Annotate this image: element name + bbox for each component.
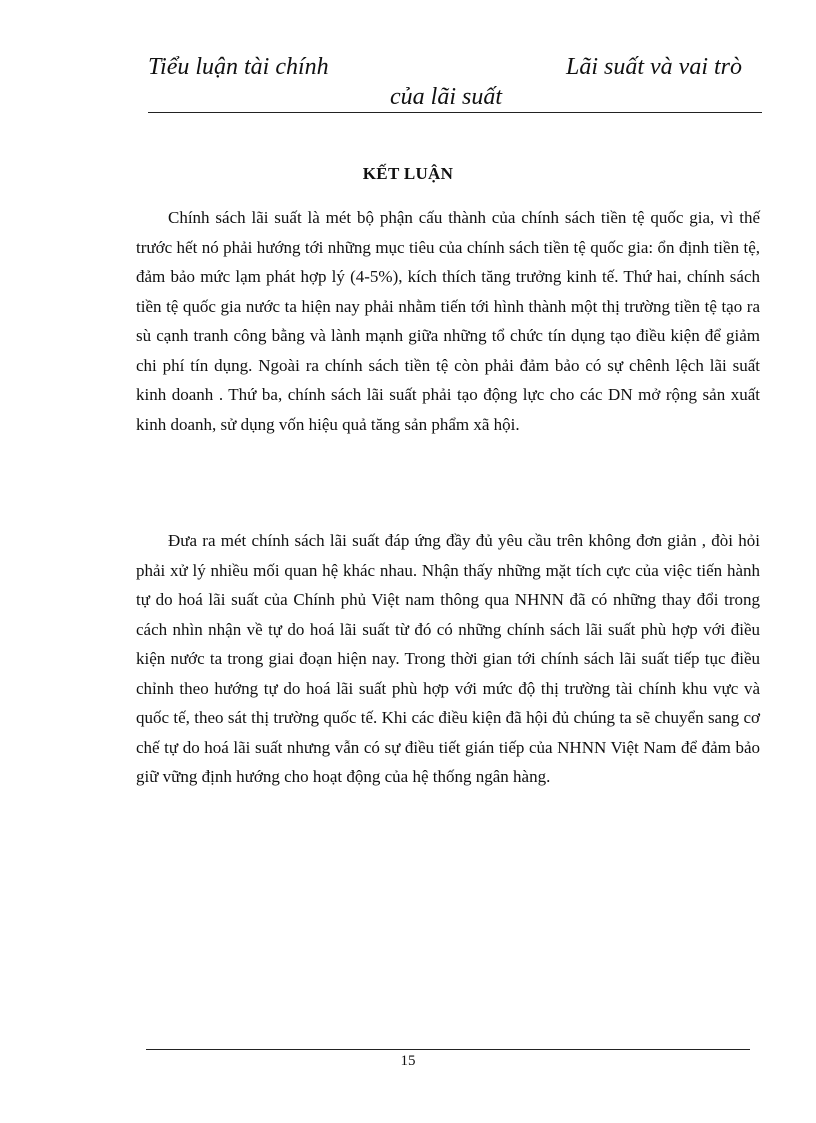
page-header <box>148 52 762 113</box>
header-document-type: Tiểu luận tài chính <box>148 54 329 80</box>
paragraph-1: Chính sách lãi suất là mét bộ phận cấu thành của chính sách tiền tệ quốc gia, vì thế trước hết nó phải hướng tới những mục tiêu của chính sách tiền tệ quốc gia: ổn định tiền tệ, đảm bảo mức lạm phát hợp lý (4-5%), kích thích tăng trưởng kinh tế. Thứ hai, chính sách tiền tệ quốc gia nước ta hiện nay phải nhằm tiến tới hình thành một thị trường tiền tệ tạo ra sù cạnh tranh công bằng và lành mạnh giữa những tổ chức tín dụng tạo điều kiện để giảm chi phí tín dụng. Ngoài ra chính sách tiền tệ còn phải đảm bảo có sự chênh lệch lãi suất kinh doanh . Thứ ba, chính sách lãi suất phải tạo động lực cho các DN mở rộng sản xuất kinh doanh, sử dụng vốn hiệu quả tăng sản phẩm xã hội. <box>136 208 760 434</box>
header-topic: Lãi suất và vai trò <box>565 54 742 80</box>
paragraph-2: Đưa ra mét chính sách lãi suất đáp ứng đầy đủ yêu cầu trên không đơn giản , đòi hỏi phải xử lý nhiều mối quan hệ khác nhau. Nhận thấy những mặt tích cực của việc tiến hành tự do hoá lãi suất của Chính phủ Việt nam thông qua NHNN đã có những thay đổi trong cách nhìn nhận về tự do hoá lãi suất từ đó có những chính sách lãi suất phù hợp với điều kiện nước ta trong giai đoạn hiện nay. Trong thời gian tới chính sách lãi suất tiếp tục điều chỉnh theo hướng tự do hoá lãi suất phù hợp với mức độ thị trường tài chính khu vực và quốc tế, theo sát thị trường quốc tế. Khi các điều kiện đã hội đủ chúng ta sẽ chuyển sang cơ chế tự do hoá lãi suất nhưng vẫn có sự điều tiết gián tiếp của NHNN Việt Nam để đảm bảo giữ vững định hướng cho hoạt động của hệ thống ngân hàng. <box>136 531 760 786</box>
header-topic-continuation: của lãi suất <box>390 84 502 110</box>
footer-divider <box>146 1049 750 1050</box>
page-number: 15 <box>400 1053 416 1069</box>
section-title: KẾT LUẬN <box>362 164 454 183</box>
